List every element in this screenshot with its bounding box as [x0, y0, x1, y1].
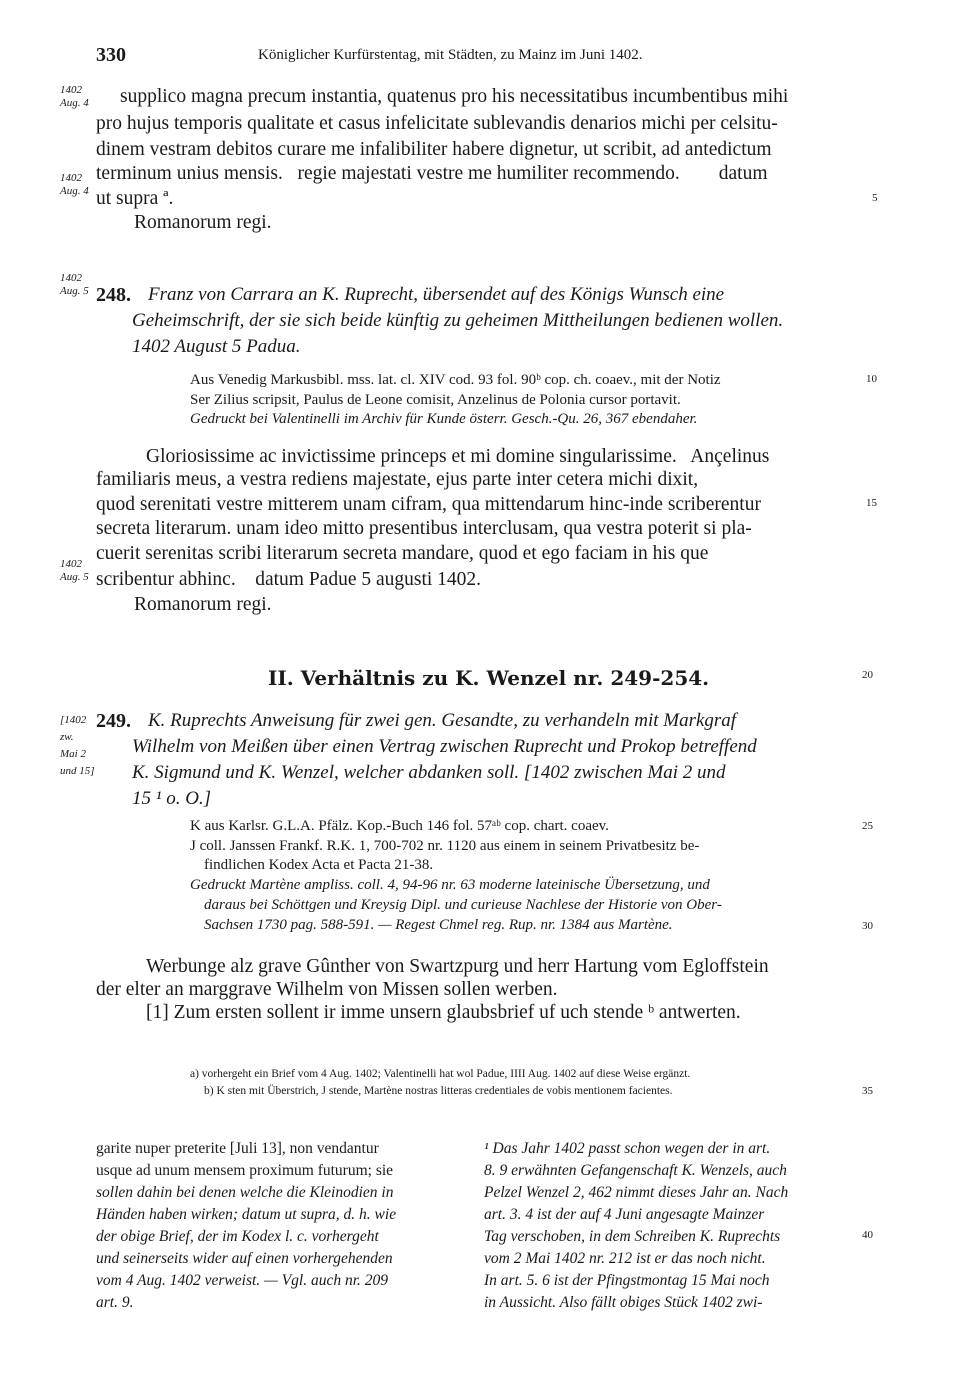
- text-line: Gloriosissime ac invictissime princeps et mi domine singularissime. Ançelinus: [146, 446, 770, 467]
- source-note-line: daraus bei Schöttgen und Kreysig Dipl. und curieuse Nachlese der Historie von Ober-: [204, 897, 722, 913]
- text-line: terminum unius mensis. regie majestati vestre me humiliter recommendo. datum: [96, 163, 768, 184]
- text-line: familiaris meus, a vestra rediens majestate, ejus parte inter cetera michi dixit,: [96, 469, 699, 490]
- text-line: Romanorum regi.: [134, 212, 272, 233]
- source-note-line: J coll. Janssen Frankf. R.K. 1, 700-702 nr. 1120 aus einem in seinem Privatbesitz be-: [190, 838, 700, 854]
- document-number: 248.: [96, 284, 131, 306]
- document-title-line: Geheimschrift, der sie sich beide künftig zu geheimen Mittheilungen bedienen wollen.: [132, 310, 784, 331]
- text-line: supplico magna precum instantia, quatenus pro his necessitatibus incumbentibus mihi: [120, 86, 789, 107]
- text-line: Romanorum regi.: [134, 594, 272, 615]
- running-title: Königlicher Kurfürstentag, mit Städten, zu Mainz im Juni 1402.: [258, 47, 643, 63]
- footnote-line: vom 2 Mai 1402 nr. 212 ist er das noch nicht.: [484, 1250, 766, 1267]
- line-number: 20: [862, 669, 873, 681]
- document-title-line: 1402 August 5 Padua.: [132, 336, 301, 357]
- source-note-line: Sachsen 1730 pag. 588-591. — Regest Chmel reg. Rup. nr. 1384 aus Martène.: [204, 917, 673, 933]
- apparatus-note: a) vorhergeht ein Brief vom 4 Aug. 1402; Valentinelli hat wol Padue, IIII Aug. 1402 auf diese Weise ergänzt.: [190, 1068, 691, 1080]
- line-number: 40: [862, 1229, 873, 1241]
- footnote-line: in Aussicht. Also fällt obiges Stück 1402 zwi-: [484, 1294, 763, 1311]
- source-note-line: Ser Zilius scripsit, Paulus de Leone comisit, Anzelinus de Polonia cursor portavit.: [190, 392, 681, 408]
- line-number: 10: [866, 373, 877, 385]
- section-heading: II. Verhältnis zu K. Wenzel nr. 249-254.: [268, 666, 710, 690]
- source-note-line: Gedruckt Martène ampliss. coll. 4, 94-96 nr. 63 moderne lateinische Übersetzung, und: [190, 877, 710, 893]
- footnote-line: ¹ Das Jahr 1402 passt schon wegen der in art.: [484, 1140, 771, 1157]
- footnote-line: art. 9.: [96, 1294, 134, 1311]
- footnote-line: sollen dahin bei denen welche die Kleinodien in: [96, 1184, 394, 1201]
- margin-date-note: 1402 Aug. 4: [60, 84, 89, 109]
- footnote-line: Händen haben wirken; datum ut supra, d. h. wie: [96, 1206, 397, 1223]
- source-note-line: findlichen Kodex Acta et Pacta 21-38.: [204, 857, 434, 873]
- margin-date-note: 1402 Aug. 5: [60, 558, 89, 583]
- text-line: scribentur abhinc. datum Padue 5 augusti 1402.: [96, 569, 482, 590]
- document-title-line: K. Ruprechts Anweisung für zwei gen. Gesandte, zu verhandeln mit Markgraf: [148, 710, 737, 731]
- text-line: cuerit serenitas scribi literarum secreta mandare, quod et ego faciam in his que: [96, 543, 709, 564]
- footnote-line: 8. 9 erwähnten Gefangenschaft K. Wenzels, auch: [484, 1162, 787, 1179]
- line-number: 35: [862, 1085, 873, 1097]
- source-note-line: K aus Karlsr. G.L.A. Pfälz. Kop.-Buch 146 fol. 57ᵃᵇ cop. chart. coaev.: [190, 818, 609, 834]
- footnote-line: der obige Brief, der im Kodex l. c. vorhergeht: [96, 1228, 379, 1245]
- document-number: 249.: [96, 710, 131, 732]
- text-line: ut supra ª.: [96, 188, 174, 209]
- text-line: [1] Zum ersten sollent ir imme unsern glaubsbrief uf uch stende ᵇ antwerten.: [146, 1002, 741, 1023]
- source-note-line: Aus Venedig Markusbibl. mss. lat. cl. XIV cod. 93 fol. 90ᵇ cop. ch. coaev., mit der Notiz: [190, 372, 721, 388]
- page-number: 330: [96, 44, 126, 66]
- line-number: 25: [862, 820, 873, 832]
- line-number: 5: [872, 192, 878, 204]
- footnote-line: usque ad unum mensem proximum futurum; sie: [96, 1162, 394, 1179]
- margin-date-note: 1402 Aug. 4: [60, 172, 89, 197]
- footnote-line: art. 3. 4 ist der auf 4 Juni angesagte Mainzer: [484, 1206, 765, 1223]
- margin-date-note: [1402 zw. Mai 2 und 15]: [60, 714, 95, 777]
- source-note-line: Gedruckt bei Valentinelli im Archiv für Kunde österr. Gesch.-Qu. 26, 367 ebendaher.: [190, 411, 698, 427]
- footnote-line: Tag verschoben, in dem Schreiben K. Ruprechts: [484, 1228, 781, 1245]
- footnote-line: und seinerseits wider auf einen vorhergehenden: [96, 1250, 393, 1267]
- text-line: secreta literarum. unam ideo mitto presentibus interclusam, qua vestra poterit si pla-: [96, 518, 752, 539]
- text-line: Werbunge alz grave Gûnther von Swartzpurg und herr Hartung vom Egloffstein: [146, 956, 769, 977]
- margin-date-note: 1402 Aug. 5: [60, 272, 89, 297]
- apparatus-note: b) K sten mit Überstrich, J stende, Martène nostras litteras credentiales de vobis mentionem facientes.: [204, 1085, 673, 1097]
- text-line: der elter an marggrave Wilhelm von Missen sollen werben.: [96, 979, 558, 1000]
- footnote-line: In art. 5. 6 ist der Pfingstmontag 15 Mai noch: [484, 1272, 770, 1289]
- document-title-line: 15 ¹ o. O.]: [132, 788, 212, 809]
- footnote-line: vom 4 Aug. 1402 verweist. — Vgl. auch nr. 209: [96, 1272, 389, 1289]
- text-line: quod serenitati vestre mitterem unam cifram, qua mittendarum hinc-inde scriberentur: [96, 494, 761, 515]
- text-line: dinem vestram debitos curare me infalibiliter habere dignetur, ut scribit, ad antedictum: [96, 139, 772, 160]
- document-title-line: Franz von Carrara an K. Ruprecht, übersendet auf des Königs Wunsch eine: [148, 284, 725, 305]
- footnote-line: Pelzel Wenzel 2, 462 nimmt dieses Jahr an. Nach: [484, 1184, 789, 1201]
- line-number: 30: [862, 920, 873, 932]
- text-line: pro hujus temporis qualitate et casus infelicitate sublevandis denarios michi per celsitu-: [96, 113, 778, 134]
- document-title-line: K. Sigmund und K. Wenzel, welcher abdanken soll. [1402 zwischen Mai 2 und: [132, 762, 726, 783]
- line-number: 15: [866, 497, 877, 509]
- document-title-line: Wilhelm von Meißen über einen Vertrag zwischen Ruprecht und Prokop betreffend: [132, 736, 757, 757]
- footnote-line: garite nuper preterite [Juli 13], non vendantur: [96, 1140, 379, 1157]
